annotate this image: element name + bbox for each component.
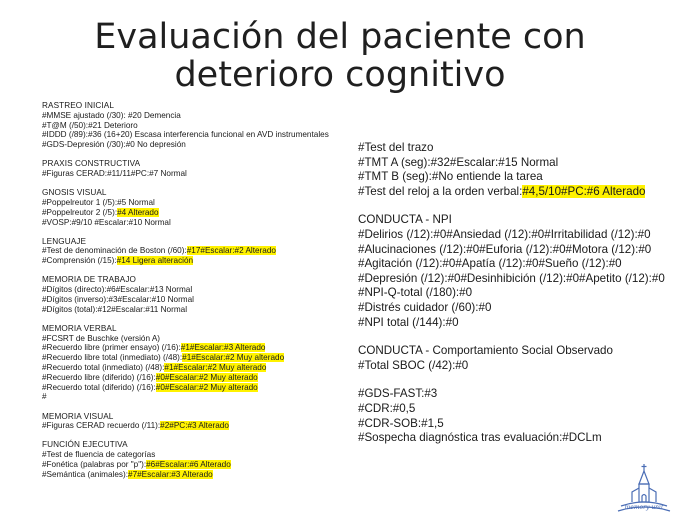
result-section [358,344,678,373]
result-line [42,305,342,315]
result-line [42,363,342,373]
result-line [42,198,342,208]
result-line [358,228,678,243]
section-title: GNOSIS VISUAL [42,188,107,198]
result-line [358,402,678,417]
result-text: #Figuras CERAD:#11/11#PC:#7 Normal [42,169,187,179]
result-text: #Agitación (/12):#0#Apatía (/12):#0#Sueño (/12):#0 [358,257,622,271]
result-section [358,141,678,199]
result-section [42,159,342,179]
result-text: #CDR:#0,5 [358,401,416,415]
highlighted-result: #2#PC:#3 Alterado [160,421,229,431]
result-text: #Test de fluencia de categorías [42,450,156,460]
result-text: #Depresión (/12):#0#Desinhibición (/12):#0#Apetito (/12):#0 [358,271,665,285]
result-text: #Sospecha diagnóstica tras evaluación:#DCLm [358,431,602,445]
result-line [42,111,342,121]
result-text: #Recuerdo total (inmediato) (/48): [42,363,165,373]
left-results-column [42,101,342,489]
result-text: #TMT A (seg):#32#Escalar:#15 Normal [358,155,559,169]
result-text: #T@M (/50):#21 Deterioro [42,120,138,130]
result-line [42,334,342,344]
result-text: #Poppelreutor 2 (/5): [42,207,118,217]
result-line [42,218,342,228]
section-title: LENGUAJE [42,236,87,246]
result-text: # [42,392,47,402]
memory-unit-logo [615,462,673,516]
result-line [358,431,678,446]
result-text: #Dígitos (directo):#6#Escalar:#13 Normal [42,285,193,295]
result-text: #NPI total (/144):#0 [358,315,459,329]
highlighted-result: #14 Ligera alteración [116,256,194,266]
result-line [358,316,678,331]
section-title: CONDUCTA - NPI [358,213,452,227]
result-line [358,387,678,402]
result-text: #MMSE ajustado (/30): #20 Demencia [42,110,181,120]
result-line [358,301,678,316]
highlighted-result: #0#Escalar:#2 Muy alterado [155,372,258,382]
result-line [42,169,342,179]
result-text: #Alucinaciones (/12):#0#Euforia (/12):#0#Motora (/12):#0 [358,242,652,256]
result-text: #Recuerdo libre (primer ensayo) (/16): [42,343,181,353]
result-line [42,246,342,256]
result-line [358,185,678,200]
highlighted-result: #4,5/10#PC:#6 Alterado [522,184,646,198]
result-text: #Test de denominación de Boston (/60): [42,246,187,256]
result-section [358,213,678,330]
result-section [42,237,342,266]
result-line [42,383,342,393]
result-text: #Fonética (palabras por "p"): [42,459,147,469]
result-text: #NPI-Q-total (/180):#0 [358,286,473,300]
result-text: #Recuerdo libre total (inmediato) (/48): [42,353,183,363]
section-title: RASTREO INICIAL [42,101,115,110]
result-line [42,130,342,140]
result-text: #Recuerdo libre (diferido) (/16): [42,372,156,382]
highlighted-result: #0#Escalar:#2 Muy alterado [155,382,258,392]
slide-title [0,18,680,94]
result-text: #Test del trazo [358,141,434,154]
result-line [42,256,342,266]
result-text: #Poppelreutor 1 (/5):#5 Normal [42,197,155,207]
result-section [42,440,342,479]
result-line [358,257,678,272]
result-line [42,140,342,150]
result-line [358,141,678,156]
result-section [358,387,678,445]
result-text: #Delirios (/12):#0#Ansiedad (/12):#0#Irritabilidad (/12):#0 [358,227,651,241]
result-section [42,324,342,402]
highlighted-result: #17#Escalar:#2 Alterado [186,246,276,256]
result-line [42,208,342,218]
result-text: #Comprensión (/15): [42,256,117,266]
result-line [42,450,342,460]
result-text: #Dígitos (total):#12#Escalar:#11 Normal [42,304,188,314]
result-line [358,243,678,258]
section-title: FUNCIÓN EJECUTIVA [42,440,128,450]
slide-title-line-2: deterioro cognitivo [174,55,506,95]
result-line [42,285,342,295]
highlighted-result: #6#Escalar:#6 Alterado [146,459,231,469]
result-text: #GDS-FAST:#3 [358,387,438,401]
section-title: MEMORIA VERBAL [42,323,117,333]
result-text: #VOSP:#9/10 #Escalar:#10 Normal [42,217,171,227]
result-line [358,359,678,374]
result-section [42,412,342,432]
result-line [358,170,678,185]
result-text: #Figuras CERAD recuerdo (/11): [42,421,161,431]
section-title: MEMORIA VISUAL [42,411,114,421]
highlighted-result: #1#Escalar:#2 Muy alterado [182,353,285,363]
result-line [42,373,342,383]
result-line [42,121,342,131]
result-section [42,188,342,227]
section-title: MEMORIA DE TRABAJO [42,275,137,285]
result-section [42,275,342,314]
result-text: #CDR-SOB:#1,5 [358,416,444,430]
result-line [42,421,342,431]
logo-text: memory unit [624,504,664,511]
highlighted-result: #1#Escalar:#3 Alterado [180,343,266,353]
result-line [42,460,342,470]
result-text: #Distrés cuidador (/60):#0 [358,300,492,314]
result-text: #TMT B (seg):#No entiende la tarea [358,170,543,184]
result-text: #Test del reloj a la orden verbal: [358,184,523,198]
right-results-column [358,141,678,460]
result-section [42,101,342,150]
section-title: CONDUCTA - Comportamiento Social Observado [358,344,613,358]
result-line [42,353,342,363]
result-text: #Recuerdo total (diferido) (/16): [42,382,156,392]
section-title: PRAXIS CONSTRUCTIVA [42,159,141,169]
result-line [358,156,678,171]
result-text: #FCSRT de Buschke (versión A) [42,333,161,343]
result-line [358,272,678,287]
result-line [42,470,342,480]
result-line [42,392,342,402]
result-line [358,417,678,432]
slide-title-line-1: Evaluación del paciente con [94,17,586,57]
highlighted-result: #1#Escalar:#2 Muy alterado [164,363,267,373]
result-text: #Semántica (animales): [42,469,129,479]
result-text: #GDS-Depresión (/30):#0 No depresión [42,140,186,150]
result-text: #IDDD (/89):#36 (16+20) Escasa interferencia funcional en AVD instrumentales [42,130,329,140]
result-line [42,343,342,353]
highlighted-result: #4 Alterado [117,207,159,217]
result-text: #Total SBOC (/42):#0 [358,358,469,372]
result-line [42,295,342,305]
highlighted-result: #7#Escalar:#3 Alterado [128,469,213,479]
result-line [358,286,678,301]
result-text: #Dígitos (inverso):#3#Escalar:#10 Normal [42,294,194,304]
